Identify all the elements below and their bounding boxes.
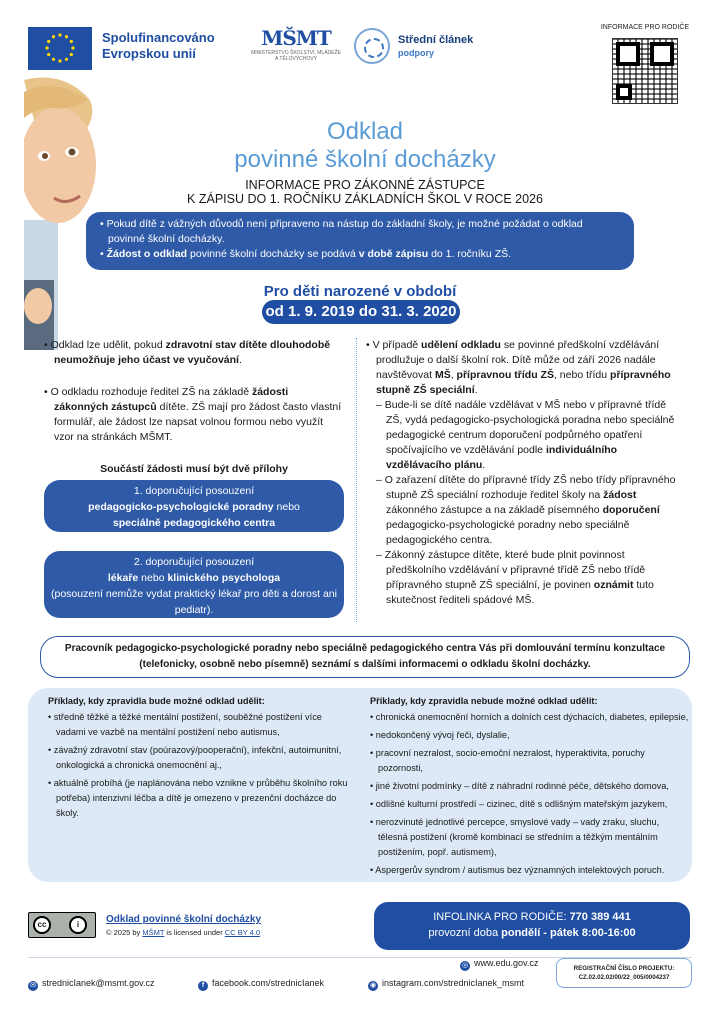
registration-box: REGISTRAČNÍ ČÍSLO PROJEKTU: CZ.02.02.02/00/22_005/0004237 [556, 958, 692, 988]
stredni-clanek-logo [354, 28, 484, 68]
intro-bullet-1: • Pokud dítě z vážných důvodů není připraveno na nástup do základní školy, je možné požádat o odklad povinné školní docházky. [100, 218, 583, 245]
cc-icon: cc [33, 916, 51, 934]
born-period-date: od 1. 9. 2019 do 31. 3. 2020 [262, 300, 460, 324]
facebook-icon: f [198, 981, 208, 991]
list-item: • chronická onemocnění horních a dolních cest dýchacích, diabetes, epilepsie, [370, 712, 689, 722]
qr-code-icon[interactable] [612, 38, 678, 104]
infoline-box: INFOLINKA PRO RODIČE: 770 389 441 provozní doba pondělí - pátek 8:00-16:00 [374, 902, 690, 950]
instagram-link[interactable]: ◉ instagram.com/strednicIanek_msmt [369, 978, 525, 989]
consultation-notice: Pracovník pedagogicko-psychologické poradny nebo speciálně pedagogického centra Vás při domlouvání termínu konzultace (telefonicky, osobně nebo písemně) seznámí s dalšími informacemi o odkladu školní docházky. [40, 636, 690, 678]
stredni-clanek-sub: podpory [398, 48, 434, 58]
cc-by-link[interactable]: CC BY 4.0 [224, 928, 261, 937]
examples-granted-heading: Příklady, kdy zpravidla bude možné odklad udělit: [48, 696, 265, 706]
stredni-clanek-icon [354, 28, 390, 64]
born-period-label: Pro děti narozené v období [263, 283, 457, 300]
msmt-logo [250, 26, 342, 72]
page-subtitle: INFORMACE PRO ZÁKONNÉ ZÁSTUPCE K ZÁPISU DO 1. ROČNÍKU ZÁKLADNÍCH ŠKOL V ROCE 2026 [187, 178, 543, 206]
eu-flag-icon [28, 27, 92, 70]
right-dash-2: – O zařazení dítěte do přípravné třídy ZŠ nebo třídy přípravného stupně ZŠ speciální rozhoduje ředitel školy na žádost zákonného zástupce a na základě písemného doporučení pedagogicko-psychologické poradny nebo speciálně pedagogického centra. [376, 474, 676, 546]
column-divider [356, 338, 357, 622]
intro-bullet-2: • Žádost o odklad povinné školní docházky se podává v době zápisu do 1. ročníku ZŠ. [100, 248, 512, 260]
list-item: • aktuálně probíhá (je naplánována nebo vznikne v průběhu školního roku potřeba) intenzivní léčba a dítě je omezeno v prezenční docházce do školy. [48, 778, 348, 818]
list-item: • závažný zdravotní stav (poúrazový/pooperační), infekční, autoimunitní, onkologická a chronická onemocnění aj., [48, 745, 342, 770]
license-line: © 2025 by MŠMT is licensed under CC BY 4.0 [106, 928, 261, 937]
globe-icon: ◎ [461, 962, 469, 969]
infoline-number[interactable]: 770 389 441 [569, 911, 631, 923]
examples-denied-heading: Příklady, kdy zpravidla nebude možné odklad udělit: [370, 696, 598, 706]
eu-cofunded-text: Spolufinancováno Evropskou unií [102, 30, 215, 61]
by-icon: i [69, 916, 87, 934]
cc-license-icon [28, 912, 96, 938]
examples-denied [370, 694, 690, 881]
stredni-clanek-name: Střední článek [398, 34, 474, 46]
list-item: • nedokončený vývoj řeči, dyslalie, [370, 730, 510, 740]
attachment-1: 1. doporučující posouzení pedagogicko-psychologické poradny nebo speciálně pedagogického centra [44, 480, 344, 532]
email-link[interactable]: ✉ strednicIanek@msmt.gov.cz [28, 978, 155, 991]
child-photo [24, 70, 96, 350]
mail-icon: ✉ [28, 981, 38, 991]
list-item: • jiné životní podmínky – dítě z náhradní rodinné péče, dětského domova, [370, 781, 669, 791]
msmt-link[interactable]: MŠMT [142, 928, 165, 937]
attachment-2: 2. doporučující posouzení lékaře nebo klinického psychologa (posouzení nemůže vydat praktický lékař pro děti a dorost ani pediatr). [44, 551, 344, 618]
page-title: Odklad povinné školní docházky [234, 118, 496, 173]
msmt-logo-mark: MŠMT [261, 26, 331, 50]
list-item: • nerozvinuté jednotlivé percepce, smyslové vady – vady zraku, sluchu, tělesná postižení (kromě kombinací se středním a těžkým mentálním postižením, popř. autismem), [370, 817, 660, 857]
right-dash-3: – Zákonný zástupce dítěte, které bude plnit povinnost předškolního vzdělávání v přípravné třídě ZŠ nebo třídě přípravného stupně ZŠ speciální, je povinen oznámit tuto skutečnost řediteli spádové MŠ. [376, 549, 654, 606]
facebook-link[interactable]: f facebook.com/strednicIanek [198, 978, 324, 991]
list-item: • středně těžké a těžké mentální postižení, souběžné postižení více vadami ve vazbě na mentální postižení nebo autismus, [48, 712, 322, 737]
instagram-icon: ◉ [369, 982, 377, 989]
right-dash-1: – Bude-li se dítě nadále vzdělávat v MŠ nebo v přípravné třídě ZŠ, vydá pedagogicko-psychologická poradna nebo speciálně pedagogické centrum doporučení podpůrného opatření spočívajícího ve vzdělávání podle individuálního vzdělávacího plánu. [376, 399, 675, 471]
left-bullet-1: • Odklad lze udělit, pokud zdravotní stav dítěte dlouhodobě neumožňuje jeho účast ve vyučování. [44, 339, 331, 366]
list-item: • odlišné kulturní prostředí – cizinec, dítě s odlišným mateřským jazykem, [370, 799, 668, 809]
right-column [366, 338, 680, 608]
website-link[interactable]: ◎ www.edu.gov.cz [461, 958, 539, 969]
msmt-logo-caption: MINISTERSTVO ŠKOLSTVÍ, MLÁDEŽE A TĚLOVÝCHOVY [251, 50, 341, 62]
attachments-heading: Součástí žádosti musí být dvě přílohy [100, 463, 288, 475]
list-item: • Aspergerův syndrom / autismus bez významných intelektových poruch. [370, 865, 665, 875]
examples-granted [48, 694, 348, 824]
qr-label: INFORMACE PRO RODIČE [600, 24, 690, 31]
left-column [44, 338, 344, 462]
intro-box [86, 212, 634, 270]
right-bullet-1: • V případě udělení odkladu se povinné předškolní vzdělávání prodlužuje o další školní rok. Dítě může od září 2026 nadále navštěvovat MŠ, přípravnou třídu ZŠ, nebo třídu přípravného stupně ZŠ speciální. [366, 339, 671, 396]
list-item: • pracovní nezralost, socio-emoční nezralost, hyperaktivita, poruchy pozornosti, [370, 748, 645, 773]
license-title-link[interactable]: Odklad povinné školní docházky [106, 914, 262, 925]
left-bullet-2: • O odkladu rozhoduje ředitel ZŠ na základě žádosti zákonných zástupců dítěte. ZŠ mají pro žádost často vlastní formulář, ale žádost lze napsat volnou formou nebo využít vzor na stránkách MŠMT. [44, 386, 342, 443]
